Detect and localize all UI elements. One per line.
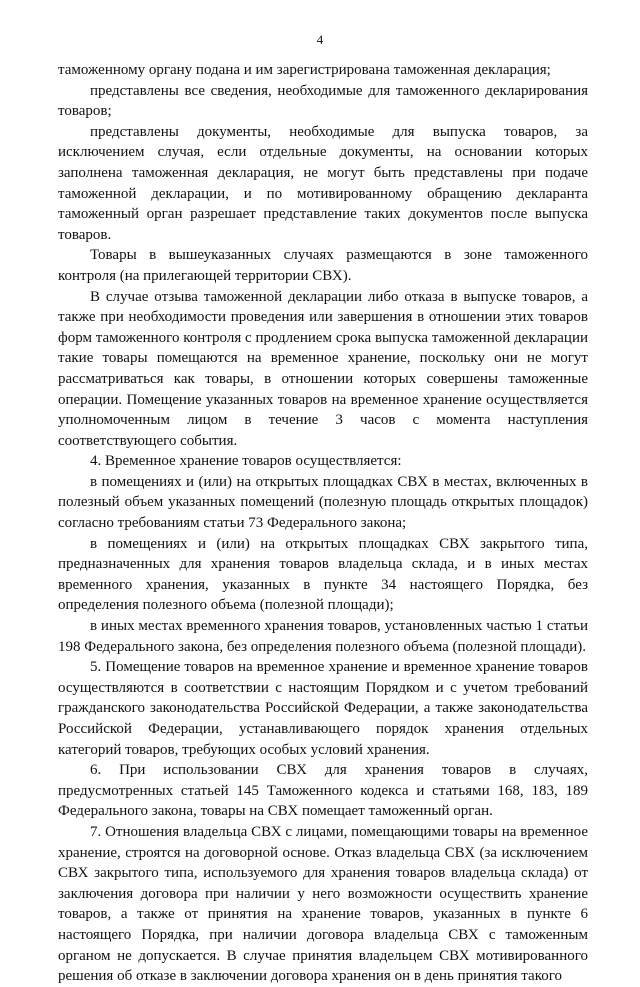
paragraph-item-4: 4. Временное хранение товаров осуществляется:	[90, 453, 402, 470]
paragraph-item-4-premises: в помещениях и (или) на открытых площадках СВХ в местах, включенных в полезный объем указанных помещений (полезную площадь открытых площадок) согласно требованиям статьи 73 Федерального закона;	[58, 473, 588, 532]
paragraph-documents-provided: представлены документы, необходимые для выпуска товаров, за исключением случая, если отдельные документы, на основании которых заполнена таможенная декларация, не могут быть представлены при подаче таможенной декларации, и по мотивированному обращению декларанта таможенный орган разрешает представление таких документов после выпуска товаров.	[58, 123, 588, 243]
paragraph-item-5: 5. Помещение товаров на временное хранение и временное хранение товаров осуществляются в соответствии с настоящим Порядком и с учетом требований гражданского законодательства Российской Федерации, а также законодательства Российской Федерации, устанавливающего порядок хранения отдельных категорий товаров, требующих особых условий хранения.	[58, 659, 588, 758]
document-body	[58, 60, 588, 987]
paragraph-customs-declaration: таможенному органу подана и им зарегистрирована таможенная декларация;	[58, 62, 551, 78]
paragraph-item-4-closed-type: в помещениях и (или) на открытых площадках СВХ закрытого типа, предназначенных для хранения товаров владельца склада, и в иных местах временного хранения, указанных в пункте 34 настоящего Порядка, без определения полезного объема (полезной площади);	[58, 535, 588, 614]
paragraph-item-4-other-places: в иных местах временного хранения товаров, установленных частью 1 статьи 198 Федерального закона, без определения полезного объема (полезной площади).	[58, 618, 588, 655]
paragraph-declaration-withdrawal: В случае отзыва таможенной декларации либо отказа в выпуске товаров, а также при необходимости проведения или завершения в отношении этих товаров форм таможенного контроля с продлением срока выпуска таможенной декларации такие товары помещаются на временное хранение, поскольку они не могут рассматриваться как товары, в отношении которых совершены таможенные операции. Помещение указанных товаров на временное хранение осуществляется уполномоченным лицом в течение 3 часов с момента наступления соответствующего события.	[58, 288, 588, 449]
paragraph-item-7: 7. Отношения владельца СВХ с лицами, помещающими товары на временное хранение, строятся на договорной основе. Отказ владельца СВХ (за исключением СВХ закрытого типа, используемого для хранения товаров владельца склада) от заключения договора при наличии у него возможности осуществить хранение товаров, а также от принятия на хранение товаров, указанных в пункте 6 настоящего Порядка, при наличии договора владельца СВХ с таможенным органом не допускается. В случае принятия владельцем СВХ мотивированного решения об отказе в заключении договора хранения он в день принятия такого	[58, 823, 588, 985]
page-number: 4	[316, 32, 324, 47]
paragraph-control-zone: Товары в вышеуказанных случаях размещаются в зоне таможенного контроля (на прилегающей территории СВХ).	[58, 247, 588, 284]
paragraph-item-6: 6. При использовании СВХ для хранения товаров в случаях, предусмотренных статьей 145 Таможенного кодекса и статьями 168, 183, 189 Федерального закона, товары на СВХ помещает таможенный орган.	[58, 762, 588, 820]
paragraph-information-provided: представлены все сведения, необходимые для таможенного декларирования товаров;	[58, 82, 588, 120]
